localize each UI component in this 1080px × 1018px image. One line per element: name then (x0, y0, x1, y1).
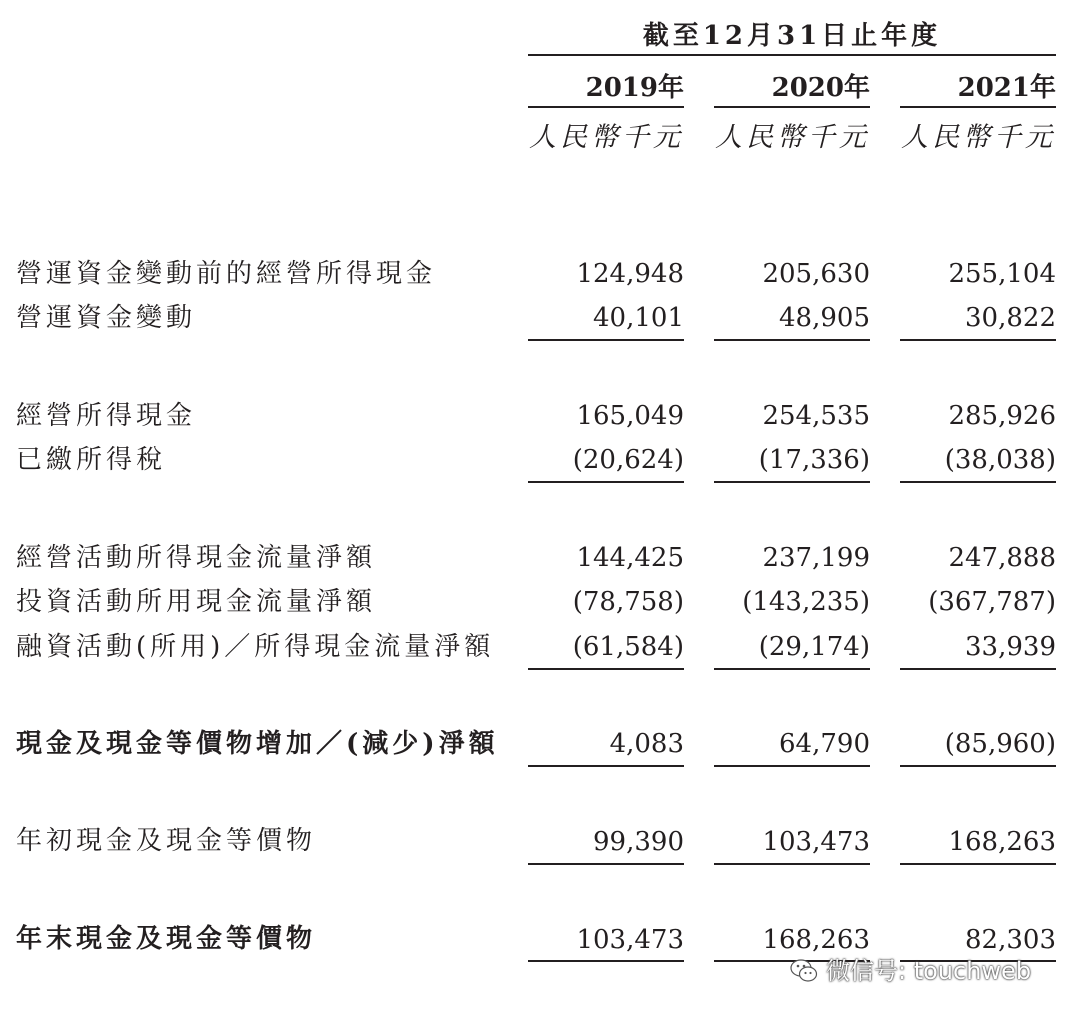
cell-value: 255,104 (948, 259, 1056, 289)
subtotal-rule (714, 863, 870, 865)
year-rule-2020 (714, 106, 870, 108)
total-rule (528, 960, 684, 962)
row-label-net-operating-cash-flow: 經營活動所得現金流量淨額 (16, 543, 377, 573)
year-2020: 2020年 (771, 73, 870, 103)
year-2019: 2019年 (585, 73, 684, 103)
cell-value: (367,787) (928, 587, 1056, 617)
subtotal-rule (528, 339, 684, 341)
cell-value: 103,473 (576, 925, 684, 955)
cell-value: (143,235) (742, 587, 870, 617)
year-2021: 2021年 (957, 73, 1056, 103)
cell-value: 247,888 (948, 543, 1056, 573)
cell-value: 64,790 (779, 729, 870, 759)
cell-value: 237,199 (762, 543, 870, 573)
cell-value: 33,939 (965, 632, 1056, 662)
subtotal-rule (714, 765, 870, 767)
subtotal-rule (900, 863, 1056, 865)
header-rule (528, 54, 1056, 56)
subtotal-rule (900, 668, 1056, 670)
row-label-working-capital-change: 營運資金變動 (16, 303, 197, 333)
cell-value: (17,336) (758, 445, 870, 475)
cell-value: (38,038) (944, 445, 1056, 475)
subtotal-rule (900, 765, 1056, 767)
subtotal-rule (900, 339, 1056, 341)
year-rule-2019 (528, 106, 684, 108)
subtotal-rule (714, 339, 870, 341)
cell-value: (61,584) (572, 632, 684, 662)
row-label-net-investing-cash-flow: 投資活動所用現金流量淨額 (16, 587, 377, 617)
subtotal-rule (528, 481, 684, 483)
cell-value: 124,948 (576, 259, 684, 289)
cell-value: 285,926 (948, 401, 1056, 431)
watermark (790, 954, 1031, 988)
cell-value: (78,758) (572, 587, 684, 617)
row-label-cash-from-operations: 經營所得現金 (16, 401, 197, 431)
row-label-operating-cash-before-wc: 營運資金變動前的經營所得現金 (16, 259, 437, 289)
cell-value: 30,822 (965, 303, 1056, 333)
cell-value: 82,303 (965, 925, 1056, 955)
cell-value: 4,083 (609, 729, 684, 759)
subtotal-rule (714, 668, 870, 670)
cell-value: (29,174) (758, 632, 870, 662)
subtotal-rule (528, 765, 684, 767)
row-label-net-change-in-cash: 現金及現金等價物增加／(減少)淨額 (16, 729, 499, 759)
cell-value: (85,960) (944, 729, 1056, 759)
cell-value: 99,390 (593, 827, 684, 857)
cell-value: 103,473 (762, 827, 870, 857)
wechat-logo-icon (790, 958, 818, 984)
cell-value: 205,630 (762, 259, 870, 289)
cell-value: 144,425 (576, 543, 684, 573)
cell-value: 168,263 (762, 925, 870, 955)
unit-label-2020: 人民幣千元 (715, 122, 870, 153)
year-rule-2021 (900, 106, 1056, 108)
cell-value: 254,535 (762, 401, 870, 431)
cell-value: 40,101 (593, 303, 684, 333)
cell-value: 165,049 (576, 401, 684, 431)
row-label-net-financing-cash-flow: 融資活動(所用)／所得現金流量淨額 (16, 632, 495, 662)
cell-value: (20,624) (572, 445, 684, 475)
cell-value: 168,263 (948, 827, 1056, 857)
watermark-text: 微信号: touchweb (826, 957, 1032, 985)
subtotal-rule (900, 481, 1056, 483)
subtotal-rule (714, 481, 870, 483)
subtotal-rule (528, 863, 684, 865)
unit-label-2021: 人民幣千元 (901, 122, 1056, 153)
unit-label-2019: 人民幣千元 (529, 122, 684, 153)
subtotal-rule (528, 668, 684, 670)
row-label-cash-beginning-of-year: 年初現金及現金等價物 (16, 826, 317, 856)
period-title: 截至12月31日止年度 (642, 21, 942, 51)
cell-value: 48,905 (779, 303, 870, 333)
row-label-income-tax-paid: 已繳所得稅 (16, 445, 167, 475)
row-label-cash-end-of-year: 年末現金及現金等價物 (16, 924, 317, 954)
